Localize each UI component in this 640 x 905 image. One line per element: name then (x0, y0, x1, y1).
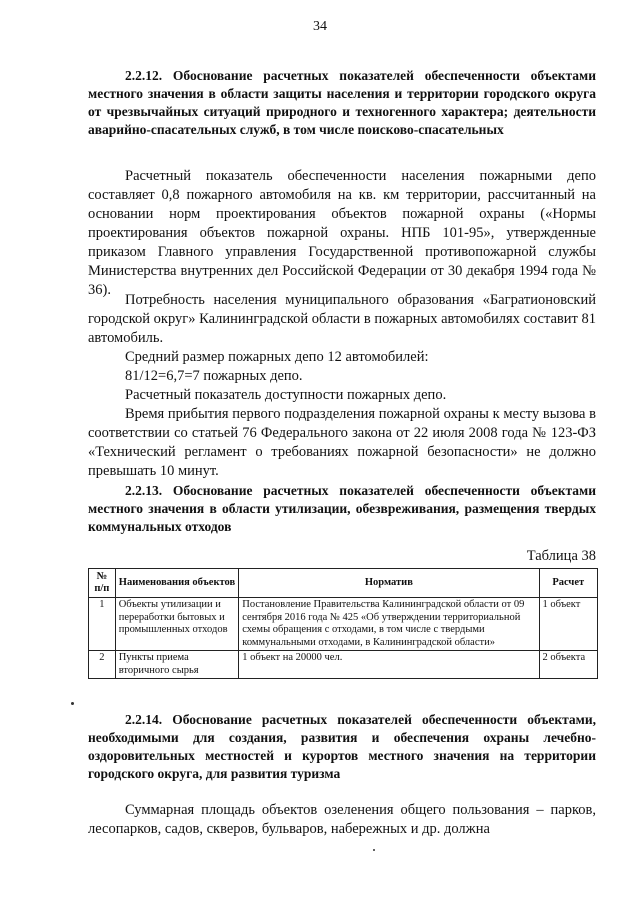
page-number: 34 (313, 19, 327, 34)
paragraph-accessibility-indicator: Расчетный показатель доступности пожарных депо. (125, 387, 447, 403)
section-heading-2-2-12: 2.2.12. Обоснование расчетных показателей обеспеченности объектами местного значения в области защиты населения и территории городского округа от чрезвычайных ситуаций природного и техногенного характера; деятельности аварийно-спасательных служб, в том числе поисково-спасательных (88, 68, 596, 137)
header-number: № п/п (89, 569, 116, 598)
section-heading-2-2-14: 2.2.14. Обоснование расчетных показателей обеспеченности объектами, необходимыми для создания, развития и обеспечения охраны лечебно-оздоровительных местностей и курортов местного значения на территории городского округа, для развития туризма (88, 712, 596, 781)
cell-norm: Постановление Правительства Калининградской области от 09 сентября 2016 года № 425 «Об утверждении территориальной схемы обращения с отходами, в том числе с твердыми коммунальными отходами, в Калининградской области» (239, 598, 539, 651)
cell-number: 2 (89, 651, 116, 679)
header-calculation: Расчет (539, 569, 598, 598)
cell-norm: 1 объект на 20000 чел. (239, 651, 539, 679)
cell-object-name: Пункты приема вторичного сырья (115, 651, 239, 679)
cell-object-name: Объекты утилизации и переработки бытовых и промышленных отходов (115, 598, 239, 651)
paragraph-depot-calculation: 81/12=6,7=7 пожарных депо. (125, 368, 303, 384)
header-norm: Норматив (239, 569, 539, 598)
header-object-name: Наименования объектов (115, 569, 239, 598)
cell-calculation: 2 объекта (539, 651, 598, 679)
paragraph-green-area: Суммарная площадь объектов озеленения общего пользования – парков, лесопарков, садов, скверов, бульваров, набережных и др. должна (88, 802, 596, 837)
norms-table (88, 568, 598, 679)
scan-speck (71, 702, 74, 705)
section-heading-2-2-13: 2.2.13. Обоснование расчетных показателей обеспеченности объектами местного значения в области утилизации, обезвреживания, размещения твердых коммунальных отходов (88, 483, 596, 534)
table-caption: Таблица 38 (526, 548, 596, 564)
table-header-row (89, 569, 598, 598)
table-row (89, 651, 598, 679)
paragraph-fire-vehicle-need: Потребность населения муниципального образования «Багратионовский городской округ» Калининградской области в пожарных автомобилях составит 81 автомобиль. (88, 292, 596, 346)
table-row (89, 598, 598, 651)
cell-calculation: 1 объект (539, 598, 598, 651)
paragraph-fire-depot-indicator: Расчетный показатель обеспеченности населения пожарными депо составляет 0,8 пожарного автомобиля на кв. км территории, рассчитанный на основании норм проектирования объектов пожарной охраны («Нормы проектирования объектов пожарной охраны. НПБ 101-95», утвержденные приказом Главного управления Государственной противопожарной службы Министерства внутренних дел Российской Федерации от 30 декабря 1994 года № 36). (88, 168, 596, 298)
cell-number: 1 (89, 598, 116, 651)
paragraph-arrival-time: Время прибытия первого подразделения пожарной охраны к месту вызова в соответствии со статьей 76 Федерального закона от 22 июля 2008 года № 123-ФЗ «Технический регламент о требованиях пожарной безопасности» не должно превышать 10 минут. (88, 406, 596, 479)
paragraph-depot-size: Средний размер пожарных депо 12 автомобилей: (125, 349, 429, 365)
scan-speck (373, 849, 375, 851)
